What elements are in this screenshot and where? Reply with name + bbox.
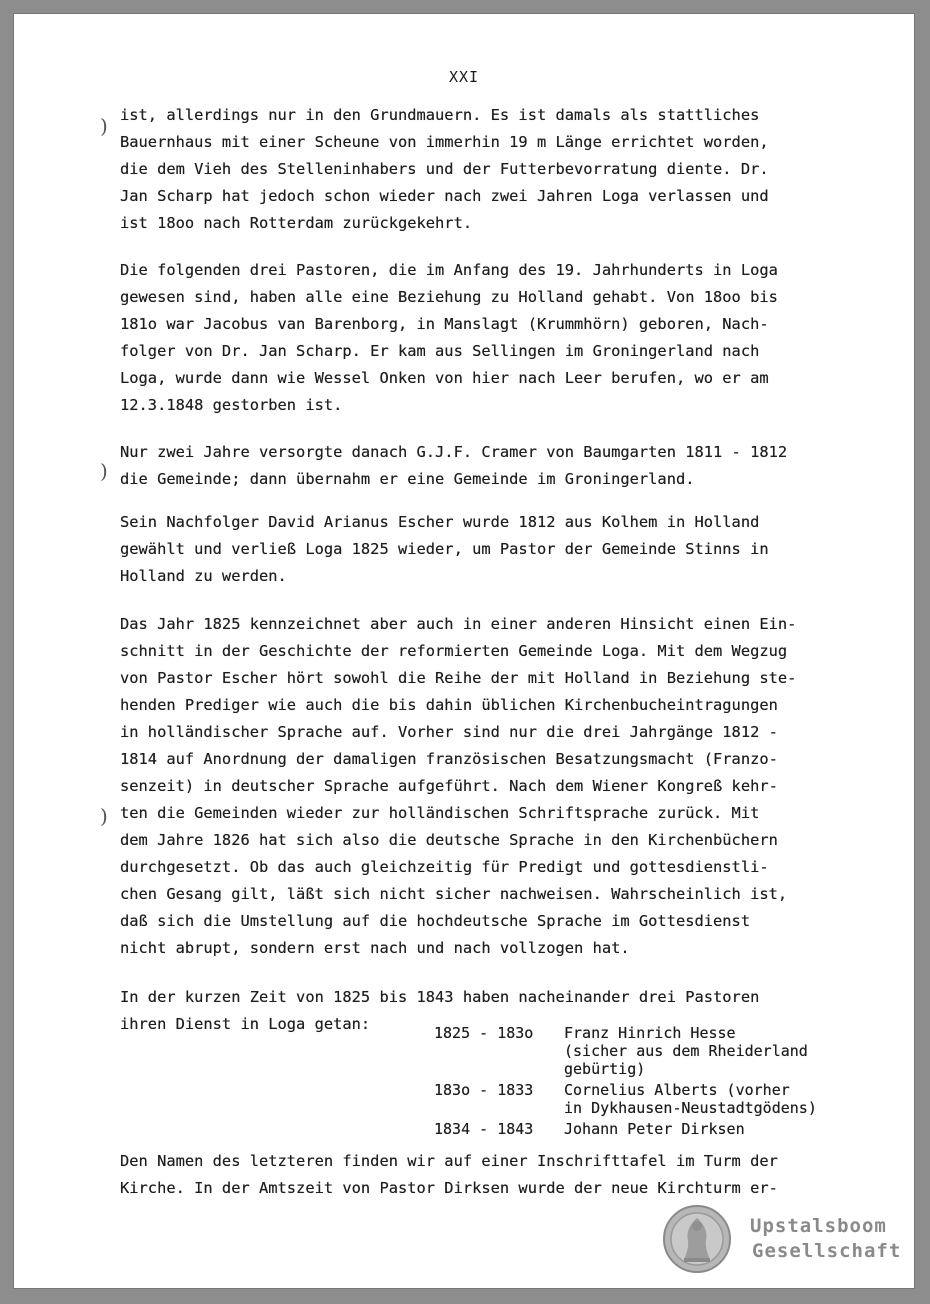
- brand-line-1: Upstalsboom: [750, 1215, 887, 1237]
- pastor-years: 1834 - 1843: [434, 1120, 534, 1138]
- pastor-years: 1825 - 183o: [434, 1024, 534, 1042]
- pastor-note-row: [434, 1042, 817, 1060]
- pastor-years: 183o - 1833: [434, 1081, 534, 1099]
- pastor-note: gebürtig): [564, 1060, 646, 1078]
- paragraph-escher: Sein Nachfolger David Arianus Escher wurde 1812 aus Kolhem in Holland gewählt und verließ Loga 1825 wieder, um Pastor der Gemeinde Stinns in Holland zu werden.: [120, 513, 769, 585]
- paragraph-1825-language: Das Jahr 1825 kennzeichnet aber auch in einer anderen Hinsicht einen Ein- schnitt in der Geschichte der reformierten Gemeinde Loga. Mit dem Wegzug von Pastor Escher hört sowohl die Reihe der mit Holland in Beziehung ste- henden Prediger wie auch die bis dahin üblichen Kirchenbucheintragungen in holländischer Sprache auf. Vorher sind nur die drei Jahrgänge 1812 - 1814 auf Anordnung der damaligen französischen Besatzungsmacht (Franzo- senzeit) in deutscher Sprache aufgeführt. Nach dem Wiener Kongreß kehr- ten die Gemeinden wieder zur holländischen Schriftsprache zurück. Mit dem Jahre 1826 hat sich also die deutsche Sprache in den Kirchenbüchern durchgesetzt. Ob das auch gleichzeitig für Predigt und gottesdienstli- chen Gesang gilt, läßt sich nicht sicher nachweisen. Wahrscheinlich ist, daß sich die Umstellung auf die hochdeutsche Sprache im Gottesdienst nicht abrupt, sondern erst nach und nach vollzogen hat.: [120, 615, 797, 957]
- pastor-name: Franz Hinrich Hesse: [564, 1024, 736, 1042]
- margin-bracket-mark: ): [100, 459, 108, 483]
- margin-bracket-mark: ): [100, 804, 108, 828]
- paragraph-cramer: Nur zwei Jahre versorgte danach G.J.F. Cramer von Baumgarten 1811 - 1812 die Gemeinde; dann übernahm er eine Gemeinde im Groningerland.: [120, 443, 788, 488]
- paragraph-scharp-house: ist, allerdings nur in den Grundmauern. Es ist damals als stattliches Bauernhaus mit einer Scheune von immerhin 19 m Länge errichtet worden, die dem Vieh des Stelleninhabers und der Futterbevorratung diente. Dr. Jan Scharp hat jedoch schon wieder nach zwei Jahren Loga verlassen und ist 18oo nach Rotterdam zurückgekehrt.: [120, 106, 769, 232]
- pastor-note: (sicher aus dem Rheiderland: [564, 1042, 808, 1060]
- paragraph-three-pastors: Die folgenden drei Pastoren, die im Anfang des 19. Jahrhunderts in Loga gewesen sind, haben alle eine Beziehung zu Holland gehabt. Von 18oo bis 181o war Jacobus van Barenborg, in Manslagt (Krummhörn) geboren, Nach- folger von Dr. Jan Scharp. Er kam aus Sellingen im Groningerland nach Loga, wurde dann wie Wessel Onken von hier nach Leer berufen, wo er am 12.3.1848 gestorben ist.: [120, 261, 778, 414]
- pastor-name: Cornelius Alberts (vorher: [564, 1081, 790, 1099]
- brand-line-2: Gesellschaft: [752, 1240, 902, 1262]
- pastor-list: [434, 1024, 817, 1138]
- pastor-row: [434, 1081, 817, 1099]
- paragraph-inscription: Den Namen des letzteren finden wir auf einer Inschrifttafel im Turm der Kirche. In der Amtszeit von Pastor Dirksen wurde der neue Kirchturm er-: [120, 1152, 778, 1197]
- pastor-row: [434, 1120, 817, 1138]
- pastor-name: Johann Peter Dirksen: [564, 1120, 745, 1138]
- seal-icon: [662, 1204, 732, 1274]
- margin-bracket-mark: ): [100, 114, 108, 138]
- pastor-note-row: [434, 1060, 817, 1081]
- paragraph-1825-1843-intro: In der kurzen Zeit von 1825 bis 1843 haben nacheinander drei Pastoren ihren Dienst in Loga getan:: [120, 988, 760, 1033]
- pastor-note: in Dykhausen-Neustadtgödens): [564, 1099, 817, 1117]
- brand-wordmark: [750, 1214, 901, 1264]
- pastor-row: [434, 1024, 817, 1042]
- pastor-note-row: [434, 1099, 817, 1120]
- document-page: [14, 14, 914, 1288]
- page-number: XXI: [448, 68, 480, 86]
